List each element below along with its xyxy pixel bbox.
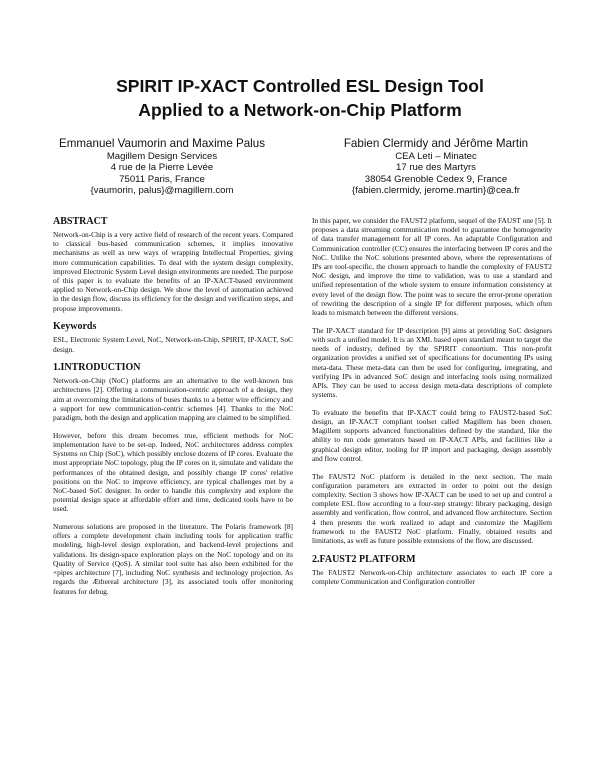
author-block-right: [306, 137, 566, 197]
body-paragraph-2: The IP-XACT standard for IP description [9] aims at providing SoC designers with such a unified model. It is an XML based open standard meant to target the needs of industry, defined by the SPIRIT consortium. This non-profit organization provides a unified set of specifications for documenting IPs using meta-data. These meta-data can then be used for configuring, integrating, and verifying IPs in advanced SoC design and interfacing tools using normalized APIs. They can be used to access design meta-data descriptions of complete systems.: [312, 325, 552, 400]
author-street: 17 rue des Martyrs: [396, 162, 476, 174]
author-email: {fabien.clermidy, jerome.martin}@cea.fr: [352, 185, 520, 197]
intro-paragraph-3: Numerous solutions are proposed in the literature. The Polaris framework [8] offers a complete development chain including tools for application traffic modeling, high-level design exploration, and backend-level projections and validations. Its design-space exploration plays on the NoC topology and on its Quality of Service (QoS). A similar tool suite has also been exhibited for the ×pipes architecture [7], including NoC synthesis and technology projection. As regards the Æthereal architecture [3], its associated tools offer monitoring features for debug.: [53, 522, 293, 596]
author-street: 4 rue de la Pierre Levée: [110, 162, 214, 174]
introduction-heading: 1.INTRODUCTION: [53, 362, 141, 374]
left-column: [53, 216, 293, 604]
author-city: 38054 Grenoble Cedex 9, France: [364, 173, 508, 185]
title-line-2: Applied to a Network-on-Chip Platform: [138, 100, 462, 120]
abstract-text: Network-on-Chip is a very active field of research of the recent years. Compared to classical bus-based communication schemes, it implies innovative mechanisms as well as new ways of wrapping Intellectual Properties, giving more communication capabilities. To deal with the system design complexity, improved Electronic System Level design environments are needed. The purpose of this paper is to evaluate the benefits of an IP-XACT-based environment applied to Network-on-Chip design. We show the level of automation achieved in the design flow, discuss its efficiency for the design and verification steps, and propose improvements.: [53, 230, 293, 313]
author-names: Emmanuel Vaumorin and Maxime Palus: [59, 137, 265, 150]
intro-paragraph-1: Network-on-Chip (NoC) platforms are an alternative to the well-known bus architectures [2]. Offering a communication-centric approach of a design, they aim at overcoming the limitations of buses thanks to a better wire efficiency and a support for new communication-centric schemes [4]. Thanks to the NoC paradigm, both the design and application mapping are claimed to be simplified.: [53, 376, 293, 423]
author-organization: CEA Leti – Minatec: [395, 151, 477, 162]
section-2-heading: 2.FAUST2 PLATFORM: [312, 553, 416, 565]
author-organization: Magillem Design Services: [106, 151, 218, 162]
body-paragraph-4: The FAUST2 NoC platform is detailed in the next section. The main configuration parameters are extracted in order to point out the design complexity. Section 3 shows how IP-XACT can be used to set up and control a complete ESL flow according to a four-step strategy: library packaging, design assembly and verification, flow control, and advanced flow architecture. Section 4 then presents the work realized to adapt and customize the Magillem framework to the FAUST2 NoC platform. Finally, obtained results and limitations, as well as future possible extensions of the flow, are discussed.: [312, 471, 552, 545]
author-city: 75011 Paris, France: [119, 173, 205, 185]
section-2-text: The FAUST2 Network-on-Chip architecture associates to each IP core a complete Communication and Configuration controller: [312, 567, 552, 586]
right-column: [312, 216, 552, 595]
keywords-text: ESL, Electronic System Level, NoC, Network-on-Chip, SPIRIT, IP-XACT, SoC design.: [53, 335, 293, 354]
author-email: {vaumorin, palus}@magillem.com: [90, 185, 234, 197]
author-names: Fabien Clermidy and Jérôme Martin: [343, 137, 529, 150]
abstract-heading: ABSTRACT: [53, 216, 108, 227]
intro-paragraph-2: However, before this dream becomes true, efficient methods for NoC implementation have to be set-up. Indeed, NoC architectures address complex Systems on Chip (SoC), which possibly enclose dozens of IP cores. Evaluate the most appropriate NoC topology, plug the IP cores on it, simulate and validate the performances of the obtained design, and possibly change IP cores' relative positions on the NoC to improve efficiency, are typical challenges met by a NoC-based SoC designer. In order to handle this complexity and explore the potential design space at affordable effort and time, dedicated tools have to be used.: [53, 430, 293, 514]
body-paragraph-1: In this paper, we consider the FAUST2 platform, sequel of the FAUST one [5]. It proposes a data streaming communication model to guarantee the homogeneity of data transfer management for all IP cores. An adaptable Configuration and Communication controller (CC) ensures the interfacing between IP cores and the NoC. Unlike the NoC solutions presented above, where the representations of IPs are tool-specific, the chosen approach to handle the complexity of FAUST2 NoC design, and improve the time to validation, was to use a standard and unified representation of the whole system to ensure information consistency at every level of the design flow. The point was to secure the error-prone operation of rewriting the description of a single IP for different purposes, which often leads to mismatch between the different versions.: [312, 216, 552, 318]
paper-title: [40, 74, 560, 122]
body-paragraph-3: To evaluate the benefits that IP-XACT could bring to FAUST2-based SoC design, an IP-XACT compliant toolset called Magillem has been chosen. Magillem supports advanced functionalities defined by the standard, like the ability to run code generators based on IP-XACT APIs, and facilities like a graphical design editor, tooling for IP import and packaging, design assembly and flow control.: [312, 407, 552, 463]
title-line-1: SPIRIT IP-XACT Controlled ESL Design Tool: [116, 76, 484, 96]
author-block-left: [32, 137, 292, 197]
keywords-heading: Keywords: [53, 321, 97, 333]
